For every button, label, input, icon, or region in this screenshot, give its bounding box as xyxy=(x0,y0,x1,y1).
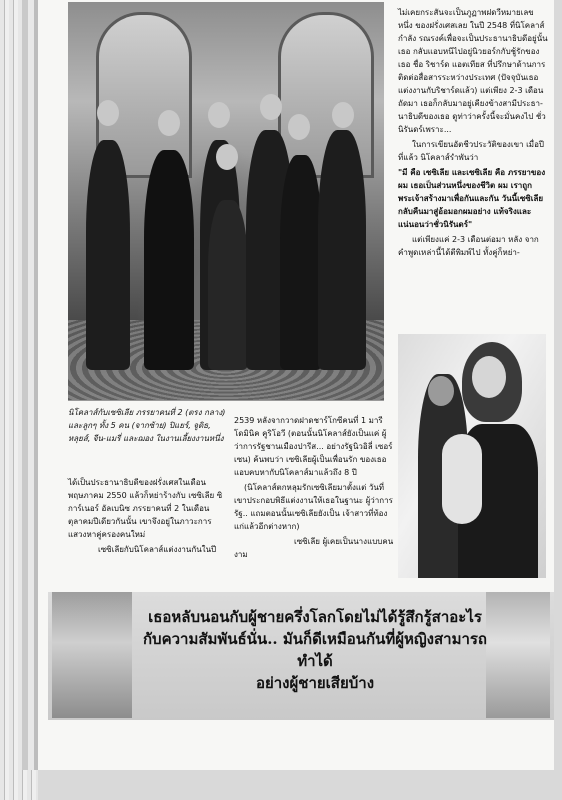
person-3-head xyxy=(208,102,230,128)
mid-paragraph-3: เซซิเลีย ผู้เคยเป็นนางแบบคนงาม xyxy=(234,537,394,559)
person-6 xyxy=(318,130,366,370)
couple-photo xyxy=(398,334,546,578)
quote-banner xyxy=(48,592,554,720)
man-head xyxy=(428,376,454,406)
middle-column xyxy=(234,414,394,563)
model-photo-right xyxy=(486,592,550,718)
person-1 xyxy=(86,140,130,370)
person-boy xyxy=(208,200,248,370)
person-5 xyxy=(280,155,322,370)
person-1-head xyxy=(97,100,119,126)
model-photo-left xyxy=(52,592,132,718)
person-2 xyxy=(144,150,194,370)
banner-quote xyxy=(140,606,490,694)
family-photo xyxy=(68,2,384,400)
person-6-head xyxy=(332,102,354,128)
right-paragraph-2: ในการเขียนอัตชีวประวัติของเขา เมื่อปีที่แล้ว นิโคลาส์รำพันว่า xyxy=(398,140,544,162)
mid-paragraph-2: (นิโคลาส์ตกหลุมรักเซซิเลียมาตั้งแต่ วันที่เขาประกอบพิธีแต่งงานให้เธอในฐานะ ผู้ว่าการรัฐ.. แถมตอนนั้นเซซิเลียยังเป็น เจ้าสาวที่ท้องแก่แล้วอีกต่างหาก) xyxy=(234,483,393,531)
woman-arm xyxy=(442,434,482,524)
woman-face xyxy=(472,356,506,398)
left-paragraph-1: ได้เป็นประธานาธิบดีของฝรั่งเศสในเดือน พฤษภาคม 2550 แล้วก็หย่าร้างกับ เซซิเลีย ซิการ์เนอร์ อัลเบนิซ ภรรยาคนที่ 2 ในเดือน ตุลาคมปีเดียวกันนั้น เขาจึงอยู่ในภาวะการ แสวงหาคู่ครองคนใหม่ xyxy=(68,478,223,539)
person-boy-head xyxy=(216,144,238,170)
banner-line-3: อย่างผู้ชายเสียบ้าง xyxy=(255,674,375,692)
mid-paragraph-1: 2539 หลังจากวาดฝาดชาร์โกซีคนที่ 1 มารี โดมินิค คูริโอวี (ตอนนั้นนิโคลาส์ยังเป็นแค่ ผู้ว่าการรัฐชานเมืองปารีส... อย่างรัฐนิวอิลี่ เซอร์เซน) ค้นพบว่า เซซิเลียผู้เป็นเพื่อนรัก ของเธอแอบคบหากับนิโคลาส์มาแล้วถึง 8 ปี xyxy=(234,416,393,477)
left-column xyxy=(68,476,228,558)
page-spine xyxy=(0,0,38,800)
right-paragraph-1: ไม่เคยกระสันจะเป็นภูฏาพฝดวีหมายเลขหนึ่ง ของฝรั่งเศสเลย ในปี 2548 ที่นิโคลาส์กำลัง รณรงค์เพื่อจะเป็นประธานาธิบดีอยู่นั้น เธอ กลับแอบหนีไปอยู่นิวยอร์กกับชู้รักของเธอ ชื่อ ริชาร์ด แอตเทียส ที่ปรึกษาด้านการ ติดต่อสื่อสารระหว่างประเทศ (ปัจจุบันเธอ แต่งงานกับริชาร์ดแล้ว) แต่เพียง 2-3 เดือน ถัดมา เธอก็กลับมาอยู่เคียงข้างสามีประธา- นาธิบดีของเธอ ดูท่าว่าครั้งนี้จะมั่นคงไป ชั่วนิรันดร์เพราะ... xyxy=(398,8,548,134)
right-paragraph-4: แต่เพียงแค่ 2-3 เดือนต่อมา หลัง จากคำพูดเหล่านี้ได้ตีพิมพ์ไป ทั้งคู่ก็หย่า- xyxy=(398,235,539,257)
person-4-head xyxy=(260,94,282,120)
right-quote: "มี คือ เซซิเลีย และเซซิเลีย คือ ภรรยาของผม เธอเป็นส่วนหนึ่งของชีวิต ผม เราถูกพระเจ้าสร้างมาเพื่อกันและกัน วันนี้เซซิเลียกลับคืนมาสู่อ้อมอกผมอย่าง แท้จริงและแน่นอนว่าชั่วนิรันดร์" xyxy=(398,168,546,229)
person-5-head xyxy=(288,114,310,140)
left-paragraph-2: เซซิเลียกับนิโคลาส์แต่งงานกันในปี xyxy=(98,545,217,554)
right-column xyxy=(398,6,548,261)
photo-divider xyxy=(68,400,384,401)
person-2-head xyxy=(158,110,180,136)
banner-line-2: กับความสัมพันธ์นั่น.. มันก็ดีเหมือนกันที่ผู้หญิงสามารถทำได้ xyxy=(142,630,488,670)
photo-caption: นิโคลาส์กับเซซิเลีย ภรรยาคนที่ 2 (ตรง กลาง) และลูกๆ ทั้ง 5 คน (จากซ้าย) ปิแยร์, จูดิธ, หลุยส์, จีน-แมรี่ และฌอง ในงานเลี้ยงงานหนึ่ง xyxy=(68,408,226,443)
banner-line-1: เธอหลับนอนกับผู้ชายครึ่งโลกโดยไม่ได้รู้สึกรู้สาอะไร xyxy=(148,608,482,626)
